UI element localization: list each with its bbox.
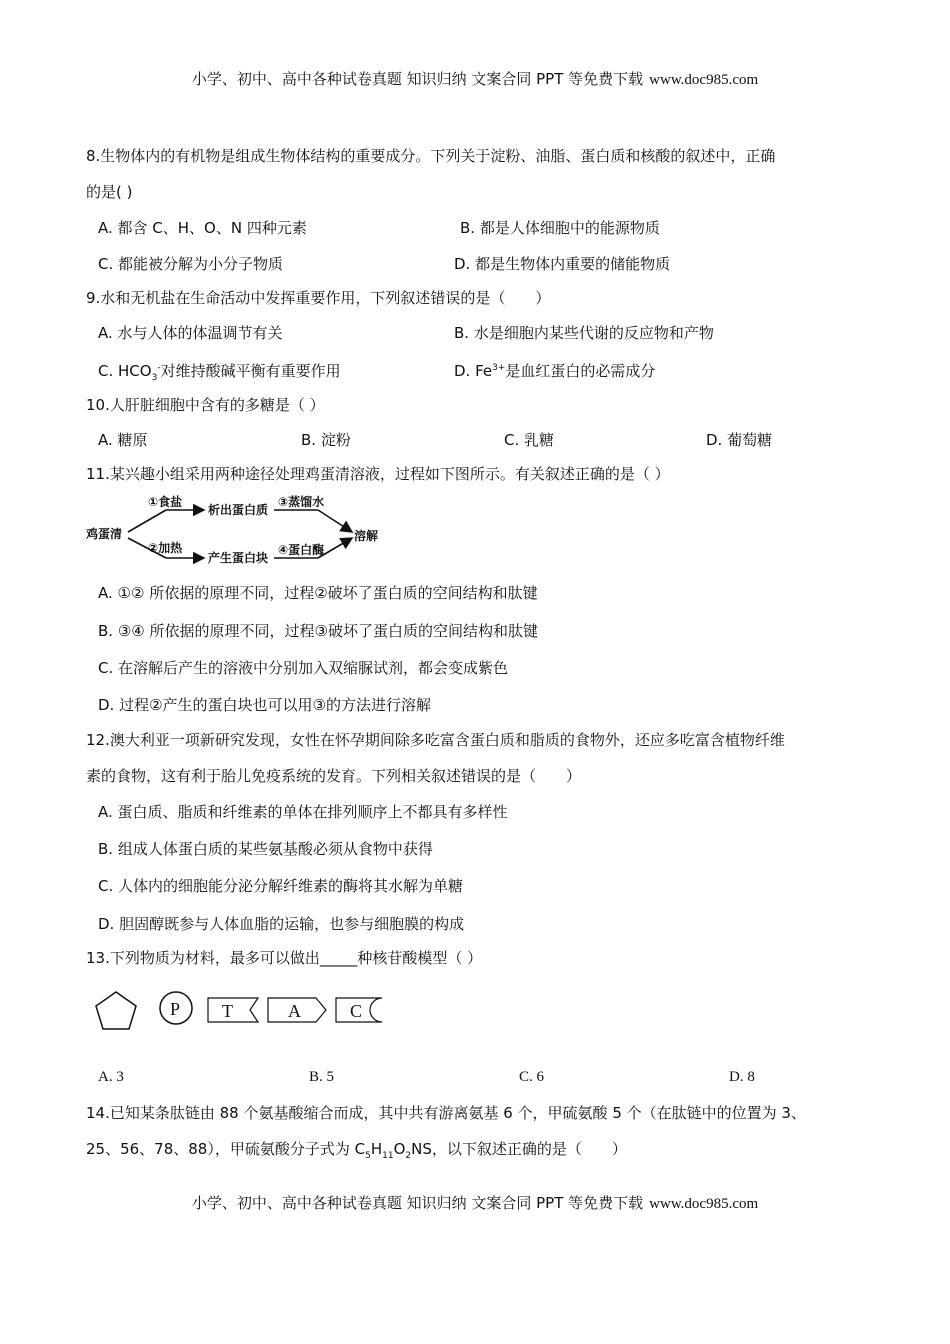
q8-option-b: B. 都是人体细胞中的能源物质 [460, 219, 660, 237]
q14-formula-h: H [370, 1140, 383, 1158]
page-header [0, 68, 950, 89]
shape-a-label: A [288, 1001, 301, 1021]
q11-option-b: B. ③④ 所依据的原理不同，过程③破坏了蛋白质的空间结构和肽键 [98, 622, 538, 640]
q8-option-c: C. 都能被分解为小分子物质 [98, 255, 284, 273]
page-footer [0, 1192, 950, 1213]
q9-option-d [454, 361, 655, 381]
q14-stem-line1: 14.已知某条肽链由 88 个氨基酸缩合而成，其中共有游离氨基 6 个，甲硫氨酸 5 个（在肽链中的位置为 3、 [86, 1104, 806, 1122]
q8-stem-line2: 的是( ) [86, 183, 133, 201]
footer-url[interactable]: www.doc985.com [649, 1196, 759, 1212]
flow-step4: ④蛋白酶 [278, 543, 325, 557]
q9-d-pre: D. Fe [454, 362, 493, 380]
q10-option-c: C. 乳糖 [504, 431, 555, 449]
q12-option-c: C. 人体内的细胞能分泌分解纤维素的酶将其水解为单糖 [98, 877, 464, 895]
q9-d-sup: 3+ [492, 363, 506, 373]
q9-option-c [98, 361, 341, 381]
flow-step3: ③蒸馏水 [278, 495, 325, 509]
q10-stem: 10.人肝脏细胞中含有的多糖是（ ） [86, 396, 325, 414]
pentose-pentagon-icon [96, 992, 136, 1029]
q10-option-b: B. 淀粉 [301, 431, 351, 449]
shape-t-label: T [222, 1001, 233, 1021]
q13-option-d: D. 8 [729, 1069, 755, 1085]
footer-text: 小学、初中、高中各种试卷真题 知识归纳 文案合同 PPT 等免费下载 [191, 1194, 644, 1212]
q12-stem-line2: 素的食物，这有利于胎儿免疫系统的发育。下列相关叙述错误的是（ ） [86, 767, 582, 785]
flow-step2: ②加热 [148, 541, 183, 555]
shape-p-label: P [170, 999, 181, 1019]
shape-c-label: C [350, 1001, 363, 1021]
q14-formula-c-count: 5 [365, 1151, 371, 1161]
q9-option-b: B. 水是细胞内某些代谢的反应物和产物 [454, 324, 714, 342]
q9-stem: 9.水和无机盐在生命活动中发挥重要作用，下列叙述错误的是（ ） [86, 289, 551, 307]
header-url[interactable]: www.doc985.com [649, 72, 759, 88]
q12-option-b: B. 组成人体蛋白质的某些氨基酸必须从食物中获得 [98, 840, 433, 858]
q11-option-d: D. 过程②产生的蛋白块也可以用③的方法进行溶解 [98, 696, 431, 714]
q12-stem-line1: 12.澳大利亚一项新研究发现，女性在怀孕期间除多吃富含蛋白质和脂质的食物外，还应多吃富含植物纤维 [86, 731, 785, 749]
q14-line2-pre: 25、56、78、88），甲硫氨酸分子式为 C [86, 1140, 366, 1158]
q8-stem-line1: 8.生物体内的有机物是组成生物体结构的重要成分。下列关于淀粉、油脂、蛋白质和核酸的叙述中，正确 [86, 147, 776, 165]
q8-option-a: A. 都含 C、H、O、N 四种元素 [98, 219, 307, 237]
q11-flow-diagram [86, 492, 386, 572]
q12-option-a: A. 蛋白质、脂质和纤维素的单体在排列顺序上不都具有多样性 [98, 803, 508, 821]
flow-step1: ①食盐 [148, 495, 183, 509]
flow-start: 鸡蛋清 [86, 527, 123, 541]
arrow-to-end-top [318, 510, 352, 532]
flow-end: 溶解 [354, 529, 379, 543]
q9-c-post: 对维持酸碱平衡有重要作用 [160, 362, 341, 380]
q13-nucleotide-shapes [92, 988, 392, 1034]
q14-line2-post: NS，以下叙述正确的是（ ） [411, 1140, 627, 1158]
q9-c-pre: C. HCO [98, 362, 152, 380]
q14-formula-h-count: 11 [382, 1151, 394, 1161]
q14-formula-o-count: 2 [405, 1151, 412, 1161]
q13-stem: 13.下列物质为材料，最多可以做出_____种核苷酸模型（ ） [86, 949, 483, 967]
q10-option-d: D. 葡萄糖 [706, 431, 773, 449]
q12-option-d: D. 胆固醇既参与人体血脂的运输，也参与细胞膜的构成 [98, 915, 465, 933]
q11-stem: 11.某兴趣小组采用两种途径处理鸡蛋清溶液，过程如下图所示。有关叙述正确的是（ ） [86, 465, 670, 483]
flow-mid1: 析出蛋白质 [208, 503, 269, 517]
q13-option-b: B. 5 [309, 1069, 335, 1085]
q9-d-post: 是血红蛋白的必需成分 [505, 362, 656, 380]
q11-option-a: A. ①② 所依据的原理不同，过程②破坏了蛋白质的空间结构和肽键 [98, 584, 538, 602]
q13-option-c: C. 6 [519, 1069, 545, 1085]
q14-formula-o: O [393, 1140, 406, 1158]
header-text: 小学、初中、高中各种试卷真题 知识归纳 文案合同 PPT 等免费下载 [191, 70, 644, 88]
flow-mid2: 产生蛋白块 [208, 551, 269, 565]
q9-c-sub: 3 [151, 373, 158, 383]
q13-option-a: A. 3 [98, 1069, 124, 1085]
q10-option-a: A. 糖原 [98, 431, 148, 449]
base-t-shape-icon [208, 998, 258, 1022]
q9-option-a: A. 水与人体的体温调节有关 [98, 324, 283, 342]
q8-option-d: D. 都是生物体内重要的储能物质 [454, 255, 671, 273]
q9-c-sup: - [157, 363, 161, 373]
q14-stem-line2 [86, 1139, 627, 1159]
q11-option-c: C. 在溶解后产生的溶液中分别加入双缩脲试剂，都会变成紫色 [98, 659, 509, 677]
arrow-start-to-path1 [128, 510, 166, 532]
